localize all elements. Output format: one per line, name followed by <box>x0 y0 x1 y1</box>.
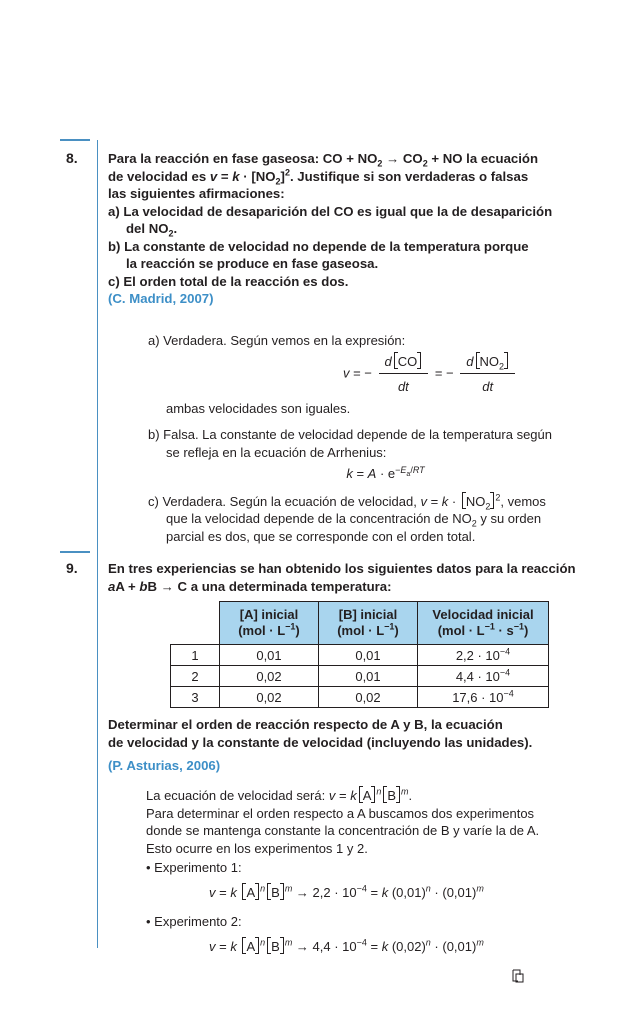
option-a: a) La velocidad de desaparición del CO es igual que la de desaparición del $NO_2$. <box>108 203 553 239</box>
question-9-statement: En tres experiencias se han obtenido los siguientes datos para la reacción aA + bB → C a una determinada temperatura: <box>108 561 576 594</box>
question-separator <box>60 139 90 141</box>
experiment-table <box>170 601 549 708</box>
option-b: b) La constante de velocidad no depende de la temperatura porque la reacción se produce en fase gaseosa. <box>108 238 529 271</box>
question-separator <box>60 551 90 553</box>
source-citation: (C. Madrid, 2007) <box>108 291 214 306</box>
col-header-a: [A] inicial $(mol \cdot L^{-1})$ <box>220 602 319 645</box>
table-row: 2 0,02 0,01 $4,4 \cdot 10^{-4}$ <box>171 666 549 687</box>
arrhenius-equation: $k = A \cdot e^{-E_a/RT}$ <box>346 464 425 481</box>
option-c: c) El orden total de la reacción es dos. <box>108 273 349 289</box>
question-8-statement: Para la reacción en fase gaseosa: CO + $NO_2 \to CO_2$ + NO la ecuación de velocidad es $v = k \cdot [NO_2]^2$. Justifique si son verdaderas o falsas las siguientes afirmaciones: a) La velocidad de desaparición del CO es igual que la de desaparición del $NO_2$. b) La constante de velocidad no depende de la temperatura porque la reacción se produce en fase gaseosa. c) El orden total de la reacción es dos. (C. Madrid, 2007) <box>108 150 578 308</box>
col-header-b: [B] inicial $(mol \cdot L^{-1})$ <box>319 602 418 645</box>
answer-8: a) Verdadera. Según vemos en la expresión: v = − $\frac{\text{d CO}}{dt}$ = − $\frac{d NO_2}{dt}$ ambas velocidades son iguales. b) Falsa. La constante de velocidad depende de la temperatura según se refleja en la ecuación de Arrhenius: $k = A \cdot e^{-E_a/RT}$ c) Verdadera. Según la ecuación de velocidad, $v = k \cdot NO_2^2$, vemos que la velocidad depende de la concentración de $NO_2$ y su orden parcial es dos, que se corresponde con el orden total. <box>148 332 583 545</box>
margin-rule <box>97 140 98 948</box>
source-citation: (P. Asturias, 2006) <box>108 758 221 773</box>
experiment-1-equation: v = k A $^n$ B $^m \to 2,2 \cdot 10^{-4} = k$ $(0,01)^n \cdot (0,01)^m$ <box>209 883 484 900</box>
question-number: 8. <box>66 150 78 166</box>
rate-equation: v = − $\frac{\text{d CO}}{dt}$ = − $\frac{d NO_2}{dt}$ <box>148 352 583 396</box>
answer-9: La ecuación de velocidad será: v = k A $^n$ B $^m$. Para determinar el orden respecto a A buscamos dos experimentos donde se mantenga constante la concentración de B y varíe la de A. Esto ocurre en los experimentos 1 y 2. • Experimento 1: v = k A $^n$ B $^m \to 2,2 \cdot 10^{-4} = k$ $(0,01)^n \cdot (0,01)^m$ • Experimento 2: v = k A $^n$ B $^m \to 4,4 \cdot 10^{-4} = k$ $(0,02)^n \cdot (0,01)^m$ <box>146 786 586 955</box>
col-header-rate: Velocidad inicial $(mol \cdot L^{-1} \cdot s^{-1})$ <box>418 602 549 645</box>
table-row: 1 0,01 0,01 $2,2 \cdot 10^{-4}$ <box>171 645 549 666</box>
page-turn-icon <box>510 968 526 984</box>
question-number: 9. <box>66 560 78 576</box>
table-row: 3 0,02 0,02 $17,6 \cdot 10^{-4}$ <box>171 687 549 708</box>
question-9-request: Determinar el orden de reacción respecto de A y B, la ecuación de velocidad y la constante de velocidad (incluyendo las unidades). (P. Asturias, 2006) <box>108 716 578 775</box>
experiment-2-equation: v = k A $^n$ B $^m \to 4,4 \cdot 10^{-4} = k$ $(0,02)^n \cdot (0,01)^m$ <box>209 937 484 954</box>
